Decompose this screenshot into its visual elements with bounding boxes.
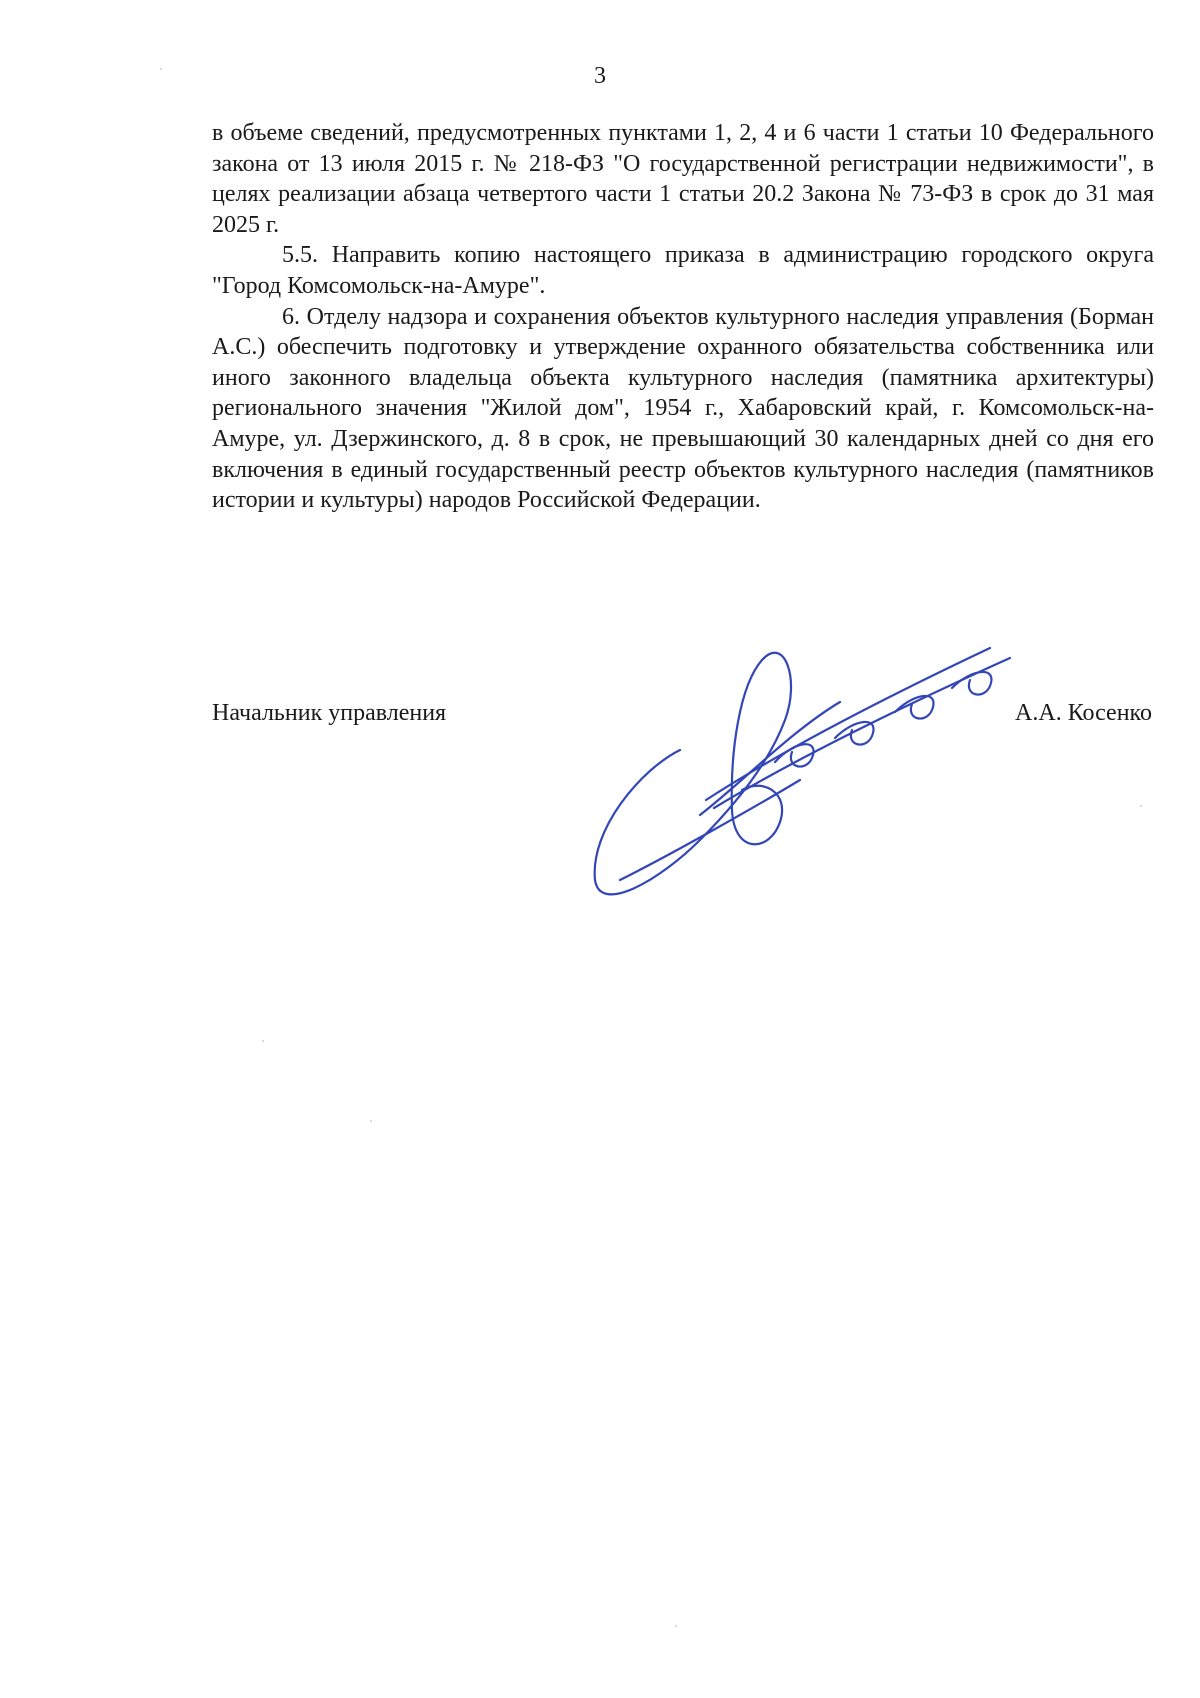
paragraph-item-5-5: 5.5. Направить копию настоящего приказа в администрацию городского округа "Город Комсомольск-на-Амуре".	[212, 242, 1154, 299]
scan-speck	[1140, 805, 1142, 807]
scan-speck	[160, 68, 162, 70]
signatory-name: А.А. Косенко	[1015, 700, 1152, 726]
scan-speck	[370, 1120, 372, 1122]
paragraph-item-6: 6. Отделу надзора и сохранения объектов культурного наследия управления (Борман А.С.) обеспечить подготовку и утверждение охранного обязательства собственника или иного законного владельца объекта культурного наследия (памятника архитектуры) регионального значения "Жилой дом", 1954 г., Хабаровский край, г. Комсомольск-на-Амуре, ул. Дзержинского, д. 8 в срок, не превышающий 30 календарных дней со дня его включения в единый государственный реестр объектов культурного наследия (памятников истории и культуры) народов Российской Федерации.	[212, 303, 1154, 514]
paragraph-continuation: в объеме сведений, предусмотренных пунктами 1, 2, 4 и 6 части 1 статьи 10 Федерального закона от 13 июля 2015 г. № 218-ФЗ "О государственной регистрации недвижимости", в целях реализации абзаца четвертого части 1 статьи 20.2 Закона № 73-ФЗ в срок до 31 мая 2025 г.	[212, 120, 1154, 238]
scan-speck	[262, 1040, 264, 1042]
page-number: 3	[594, 63, 606, 89]
scan-speck	[675, 1625, 677, 1627]
handwritten-signature	[580, 640, 1100, 910]
signatory-position: Начальник управления	[212, 700, 447, 726]
document-body	[212, 118, 1154, 516]
